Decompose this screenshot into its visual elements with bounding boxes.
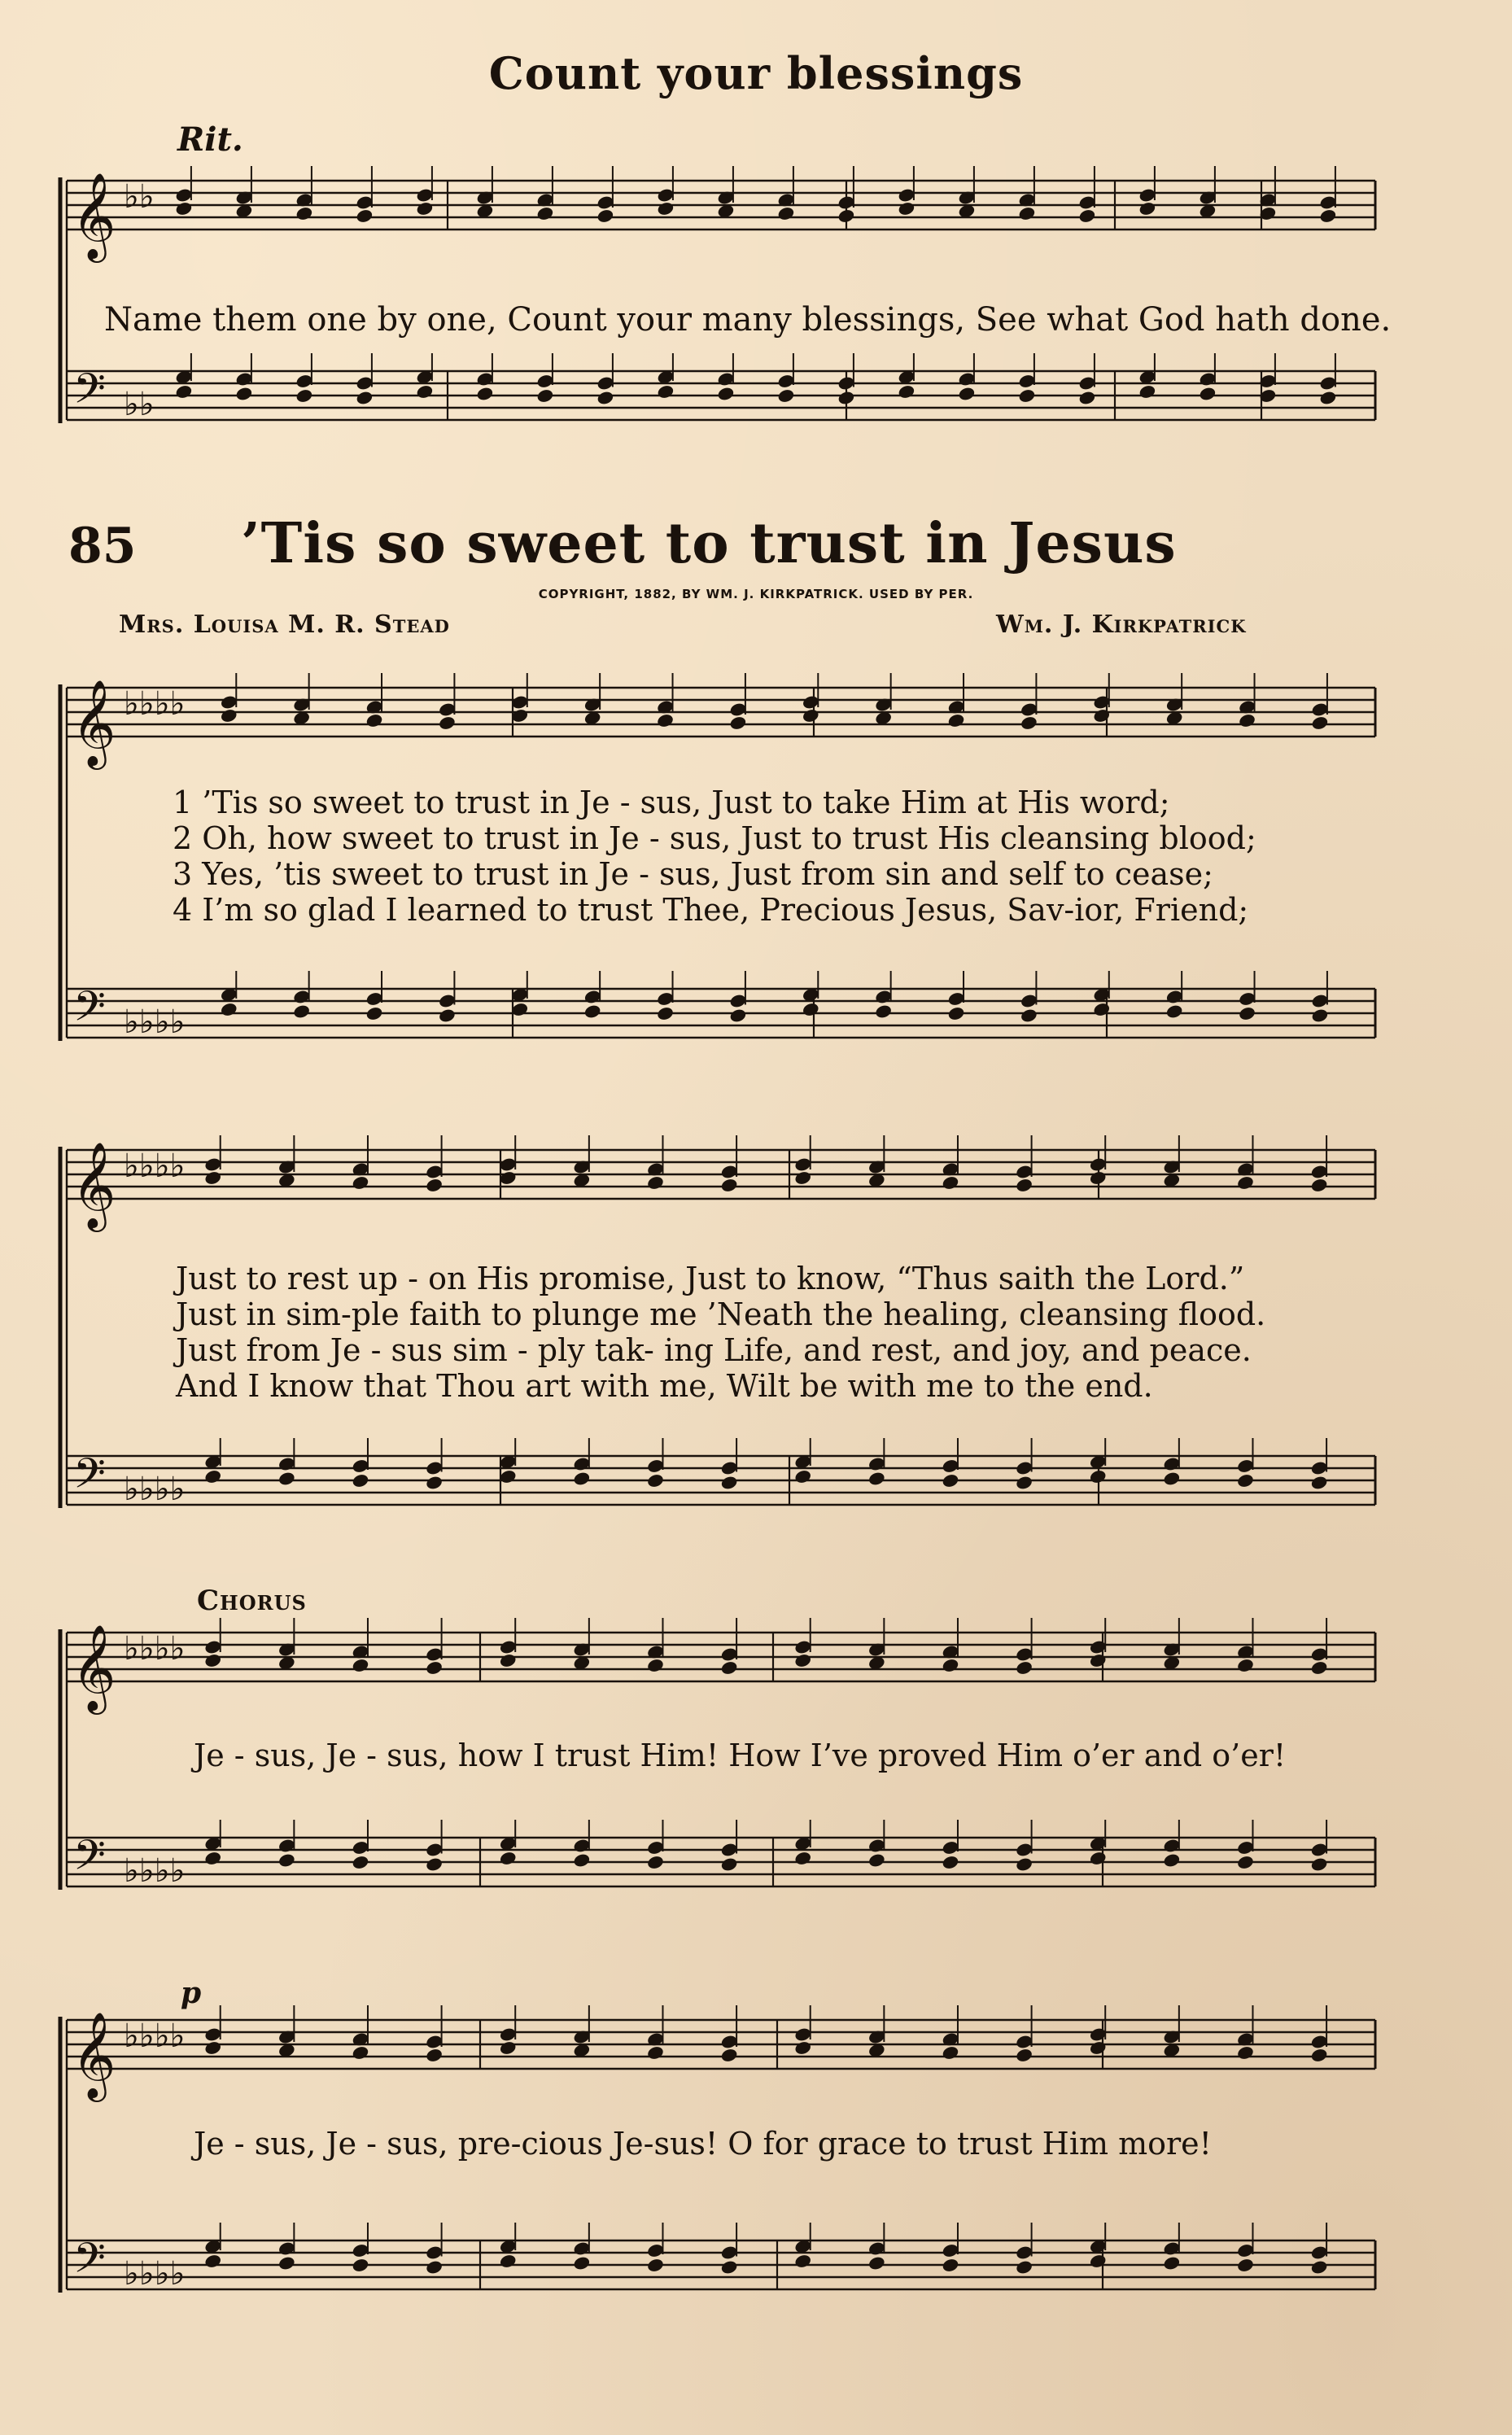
svg-text:𝄞: 𝄞 xyxy=(72,172,116,259)
chorus-label: Chorus xyxy=(197,1585,307,1617)
system-4-clefs xyxy=(72,2011,185,2293)
svg-text:♭♭♭♭: ♭♭♭♭ xyxy=(124,2255,186,2293)
verse-4-line2: And I know that Thou art with me, Wilt be with me to the end. xyxy=(176,1368,1153,1404)
verse-2-line1: 2 Oh, how sweet to trust in Je - sus, Just to trust His cleansing blood; xyxy=(173,820,1256,856)
svg-text:♭♭♭♭: ♭♭♭♭ xyxy=(124,685,186,723)
system-2-clefs xyxy=(72,1141,185,1508)
svg-text:♭♭: ♭♭ xyxy=(124,178,155,216)
svg-text:𝄞: 𝄞 xyxy=(72,679,116,766)
svg-text:𝄢: 𝄢 xyxy=(73,1830,106,1890)
prev-hymn-title: Count your blessings xyxy=(488,47,1024,99)
verse-3-line1: 3 Yes, ’tis sweet to trust in Je - sus, Just from sin and self to cease; xyxy=(173,856,1213,892)
author-credit: Mrs. Louisa M. R. Stead xyxy=(119,610,450,639)
hymn-title: ’Tis so sweet to trust in Jesus xyxy=(241,511,1177,576)
verse-2-line2: Just in sim-ple faith to plunge me ’Neath the healing, cleansing flood. xyxy=(176,1296,1266,1332)
svg-text:𝄢: 𝄢 xyxy=(73,364,106,423)
prev-hymn-lyric: Name them one by one, Count your many blessings, See what God hath done. xyxy=(104,301,1392,339)
prev-hymn-treble-staff xyxy=(67,181,1375,230)
svg-text:𝄢: 𝄢 xyxy=(73,981,106,1041)
svg-text:♭♭♭♭: ♭♭♭♭ xyxy=(124,1471,186,1508)
chorus-line2: Je - sus, Je - sus, pre-cious Je-sus! O for grace to trust Him more! xyxy=(194,2126,1212,2162)
svg-text:𝄢: 𝄢 xyxy=(73,2233,106,2293)
dynamic-mark: p xyxy=(181,1976,202,2010)
svg-text:𝄞: 𝄞 xyxy=(72,2011,116,2098)
verse-1-line2: Just to rest up - on His promise, Just to know, “Thus saith the Lord.” xyxy=(176,1261,1245,1296)
svg-text:♭♭♭♭: ♭♭♭♭ xyxy=(124,1852,186,1890)
prev-hymn-barlines xyxy=(60,177,1375,423)
svg-text:𝄞: 𝄞 xyxy=(72,1624,116,1711)
svg-text:♭♭: ♭♭ xyxy=(124,386,155,423)
svg-text:♭♭♭♭: ♭♭♭♭ xyxy=(124,1003,186,1041)
prev-hymn-clefs xyxy=(72,172,155,423)
svg-text:𝄞: 𝄞 xyxy=(72,1141,116,1228)
verse-4-line1: 4 I’m so glad I learned to trust Thee, Precious Jesus, Sav-ior, Friend; xyxy=(173,892,1249,928)
chorus-line1: Je - sus, Je - sus, how I trust Him! How I’ve proved Him o’er and o’er! xyxy=(194,1738,1287,1773)
verse-3-line2: Just from Je - sus sim - ply tak- ing Life, and rest, and joy, and peace. xyxy=(176,1332,1252,1368)
copyright-notice: COPYRIGHT, 1882, BY WM. J. KIRKPATRICK. USED BY PER. xyxy=(538,587,974,601)
tempo-mark: Rit. xyxy=(177,120,243,159)
prev-hymn-notes xyxy=(175,166,1338,406)
hymn-number: 85 xyxy=(68,518,137,575)
svg-text:♭♭♭♭: ♭♭♭♭ xyxy=(124,1630,186,1668)
svg-text:♭♭♭♭: ♭♭♭♭ xyxy=(124,1148,186,1185)
system-1-clefs xyxy=(72,679,185,1041)
system-1-treble-staff xyxy=(67,688,1375,737)
composer-credit: Wm. J. Kirkpatrick xyxy=(996,610,1247,639)
svg-text:♭♭♭♭: ♭♭♭♭ xyxy=(124,2018,186,2055)
verse-1-line1: 1 ’Tis so sweet to trust in Je - sus, Just to take Him at His word; xyxy=(173,785,1170,820)
svg-text:𝄢: 𝄢 xyxy=(73,1449,106,1508)
